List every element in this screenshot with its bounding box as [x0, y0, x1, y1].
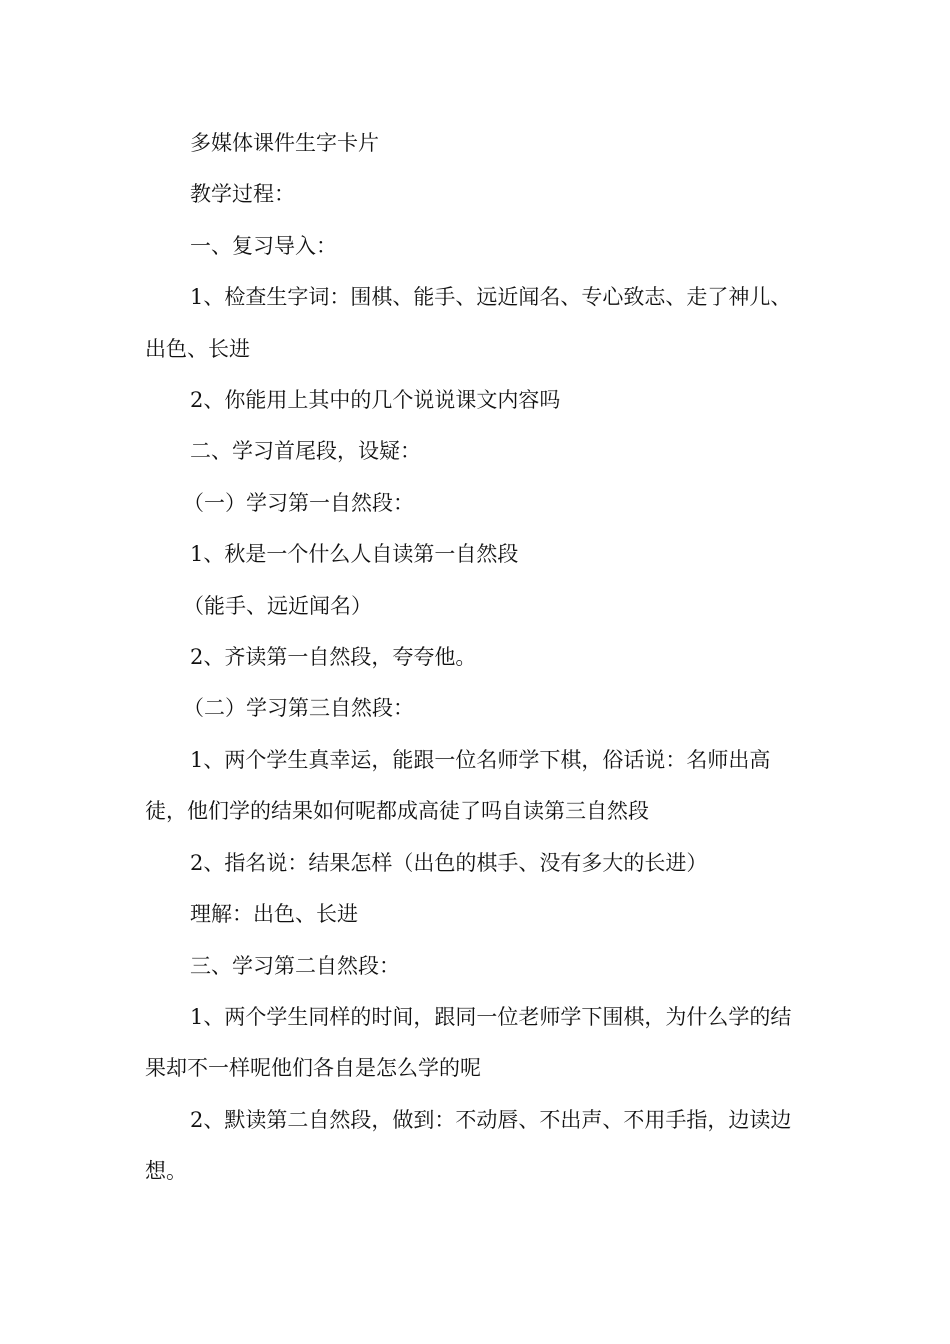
paragraph-read-together: 2、齐读第一自然段，夸夸他。	[190, 645, 477, 670]
heading-review-intro: 一、复习导入：	[190, 233, 337, 258]
subheading-third-paragraph: （二）学习第三自然段：	[183, 696, 414, 721]
heading-second-paragraph: 三、学习第二自然段：	[190, 953, 400, 978]
paragraph-understand: 理解：出色、长进	[190, 902, 358, 927]
document-body	[145, 118, 805, 1198]
paragraph-result: 2、指名说：结果怎样（出色的棋手、没有多大的长进）	[190, 850, 708, 875]
paragraph-check-words: 1、检查生字词：围棋、能手、远近闻名、专心致志、走了神儿、出色、长进	[145, 285, 792, 361]
paragraph-answer-expert: （能手、远近闻名）	[183, 593, 372, 618]
paragraph-why-different: 1、两个学生同样的时间，跟同一位老师学下围棋，为什么学的结果却不一样呢他们各自是怎么学的呢	[145, 1004, 792, 1081]
paragraph-teaching-process: 教学过程：	[190, 182, 295, 207]
paragraph-who-is-qiu: 1、秋是一个什么人自读第一自然段	[190, 542, 519, 567]
subheading-first-paragraph: （一）学习第一自然段：	[183, 490, 414, 515]
heading-first-last-sections: 二、学习首尾段，设疑：	[190, 439, 421, 464]
paragraph-two-students-lucky: 1、两个学生真幸运，能跟一位名师学下棋，俗话说：名师出高徒，他们学的结果如何呢都成高徒了吗自读第三自然段	[145, 747, 771, 824]
paragraph-silent-reading: 2、默读第二自然段，做到：不动唇、不出声、不用手指，边读边想。	[145, 1107, 792, 1184]
paragraph-use-words: 2、你能用上其中的几个说说课文内容吗	[190, 388, 561, 413]
paragraph-materials: 多媒体课件生字卡片	[190, 131, 379, 155]
